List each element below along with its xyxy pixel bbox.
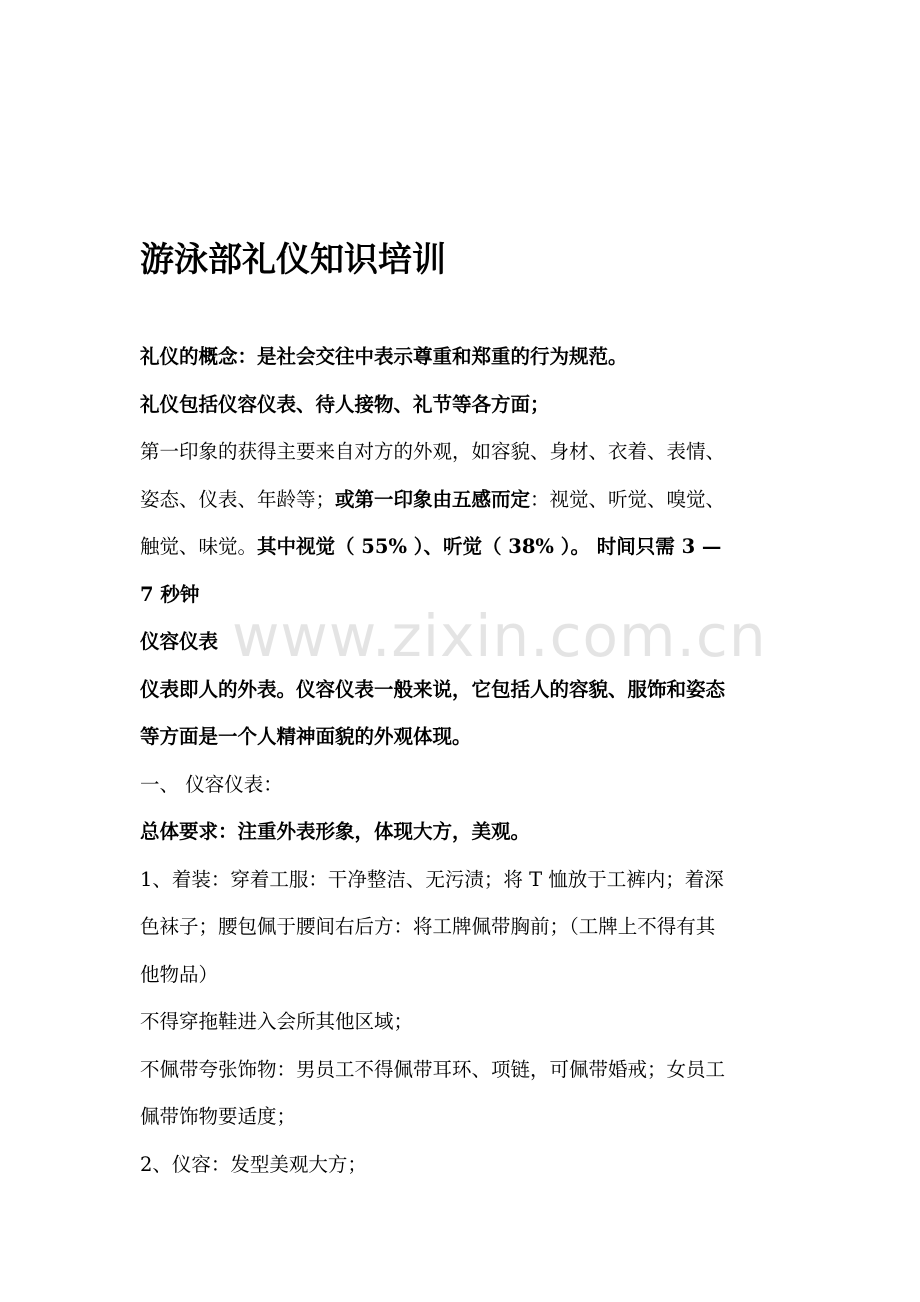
watermark: www.zixin.com.cn: [232, 602, 767, 670]
paragraph-first-impression-line-2: [140, 476, 790, 524]
rule-no-slippers: 不得穿拖鞋进入会所其他区域；: [140, 1010, 414, 1033]
paragraph-general-requirement: 总体要求：注重外表形象，体现大方，美观。: [140, 820, 531, 843]
paragraph-first-impression-line-3: [140, 523, 790, 571]
rule-accessories-line-1: 不佩带夸张饰物：男员工不得佩带耳环、项链，可佩带婚戒；女员工: [140, 1057, 726, 1081]
item-dress-line-1: 1、着装：穿着工服：干净整洁、无污渍；将 T 恤放于工裤内；着深: [140, 867, 724, 891]
paragraph-etiquette-definition: 礼仪的概念：是社会交往中表示尊重和郑重的行为规范。: [140, 345, 628, 368]
text-segment-bold: 或第一印象由五感而定: [335, 487, 531, 511]
text-segment: 触觉、味觉。: [140, 535, 258, 558]
section-heading-1: 一、 仪容仪表：: [140, 772, 283, 796]
paragraph-appearance-line-1: 仪表即人的外表。仪容仪表一般来说，它包括人的容貌、服饰和姿态: [140, 677, 726, 701]
item-dress-line-3: 他物品）: [140, 962, 219, 986]
item-grooming: 2、仪容：发型美观大方；: [140, 1152, 367, 1176]
paragraph-first-impression-line-4: 7 秒钟: [140, 582, 200, 606]
document-title: 游泳部礼仪知识培训: [140, 240, 446, 280]
document-body: [140, 333, 790, 1188]
item-dress-line-2: 色袜子；腰包佩于腰间右后方：将工牌佩带胸前；（工牌上不得有其: [140, 915, 716, 938]
paragraph-first-impression-line-1: 第一印象的获得主要来自对方的外观，如容貌、身材、衣着、表情、: [140, 440, 726, 463]
paragraph-appearance-line-2: 等方面是一个人精神面貌的外观体现。: [140, 725, 472, 748]
text-segment: ：视觉、听觉、嗅觉、: [530, 487, 726, 511]
paragraph-etiquette-scope: 礼仪包括仪容仪表、待人接物、礼节等各方面；: [140, 392, 550, 416]
heading-appearance: 仪容仪表: [140, 630, 219, 653]
rule-accessories-line-2: 佩带饰物要适度；: [140, 1105, 297, 1128]
text-segment: 姿态、仪表、年龄等；: [140, 487, 336, 511]
text-segment-bold: 其中视觉（ 55% ）、听觉（ 38% ）。 时间只需 3 —: [257, 535, 722, 558]
